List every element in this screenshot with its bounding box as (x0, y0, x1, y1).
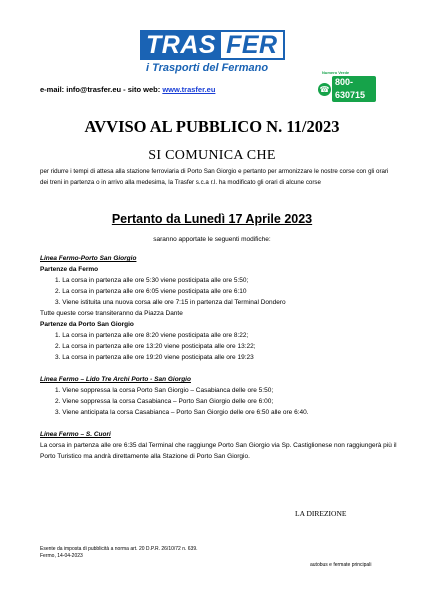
footer-date: Fermo, 14-04-2023 (40, 553, 83, 559)
contact-prefix: e-mail: info@trasfer.eu - sito web: (40, 85, 163, 94)
list-item: 3. La corsa in partenza alle ore 19:20 viene posticipata alle ore 19:23 (55, 354, 254, 361)
effective-date-heading: Pertanto da Lunedì 17 Aprile 2023 (111, 212, 313, 226)
page-subtitle: SI COMUNICA CHE (148, 148, 276, 163)
line-title-fermo-psg: Linea Fermo-Porto San Giorgio (40, 255, 137, 262)
s-cuori-paragraph: La corsa in partenza alle ore 6:35 dal Terminal che raggiunge Porto San Giorgio via Sp. Castiglionese non raggiungerà più il Porto Turistico ma andrà direttamente alla Stazione di Porto San Giorgio. (40, 442, 397, 460)
line-title-lido-tre-archi: Linea Fermo – Lido Tre Archi Porto - San Giorgio (40, 376, 191, 383)
list-item: 1. La corsa in partenza alle ore 5:30 viene posticipata alle ore 5:50; (55, 277, 249, 284)
list-item: 2. La corsa in partenza alle ore 6:05 viene posticipata alle ore 6:10 (55, 288, 247, 295)
contact-line (40, 85, 215, 95)
website-link[interactable]: www.trasfer.eu (162, 85, 216, 94)
footer-notes (40, 546, 198, 560)
section-title-partenze-psg: Partenze da Porto San Giorgio (40, 321, 134, 328)
changes-body (40, 253, 400, 462)
page-title: AVVISO AL PUBBLICO N. 11/2023 (84, 117, 340, 136)
line-title-s-cuori: Linea Fermo – S. Cuori (40, 431, 111, 438)
numero-verde-number: 800-630715 (332, 76, 376, 102)
list-item: 1. La corsa in partenza alle ore 8:20 viene posticipata alle ore 8:22; (55, 332, 249, 339)
footer-tax-note: Esente da imposta di pubblicità a norma art. 20 D.P.R. 26/10/72 n. 639. (40, 546, 198, 552)
list-item: 3. Viene anticipata la corsa Casabianca – Porto San Giorgio delle ore 6:50 alle ore 6:40. (55, 409, 309, 416)
signature-direzione: LA DIREZIONE (295, 509, 347, 518)
logo-fer-text: FER (219, 30, 285, 60)
logo-subtitle: i Trasporti del Fermano (146, 62, 269, 74)
intro-paragraph: per ridurre i tempi di attesa alla stazione ferroviaria di Porto San Giorgio e pertanto per armonizzare le nostre corse con gli orari dei treni in partenza o in arrivo alla medesima, la Trasfer s.c.a r.l. ha modificato gli orari di alcune corse (40, 168, 389, 186)
numero-verde-label: Numero Verde (322, 70, 350, 75)
list-item: 2. Viene soppressa la corsa Casabianca – Porto San Giorgio delle ore 6:00; (55, 398, 274, 405)
footer-right-note: autobus e fermate principali (310, 562, 372, 568)
section-title-partenze-fermo: Partenze da Fermo (40, 266, 99, 273)
changes-intro: saranno apportate le seguenti modifiche: (153, 236, 271, 243)
list-item: 1. Viene soppressa la corsa Porto San Giorgio – Casabianca delle ore 5:50; (55, 387, 274, 394)
numero-verde-badge (318, 70, 376, 100)
trasfer-logo (140, 30, 290, 76)
list-item: 2. La corsa in partenza alle ore 13:20 viene posticipata alle ore 13:22; (55, 343, 256, 350)
logo-tras-text: TRAS (140, 30, 219, 60)
phone-icon: ☎ (319, 84, 330, 94)
transit-note: Tutte queste corse transiteranno da Piazza Dante (40, 310, 183, 317)
list-item: 3. Viene istituita una nuova corsa alle ore 7:15 in partenza dal Terminal Dondero (55, 299, 286, 306)
